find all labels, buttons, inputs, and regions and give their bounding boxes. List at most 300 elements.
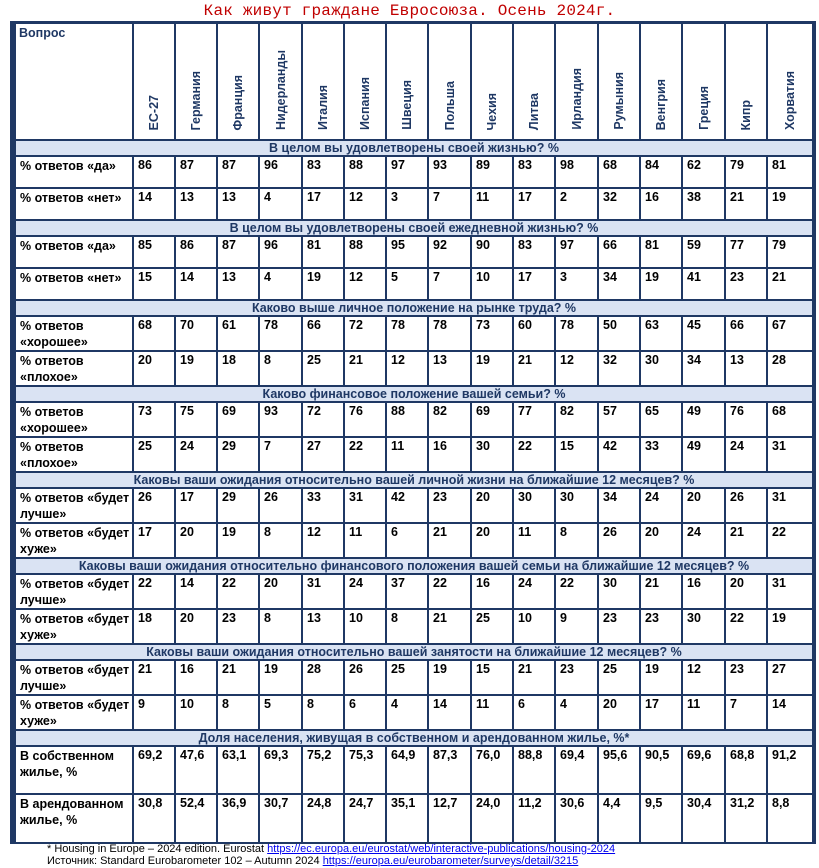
value-cell: 18 xyxy=(133,609,175,644)
value-cell: 24 xyxy=(640,488,682,523)
section-header-row xyxy=(15,558,813,574)
value-cell: 89 xyxy=(471,156,513,188)
footer-source-link[interactable]: https://europa.eu/eurobarometer/surveys/detail/3215 xyxy=(322,855,579,867)
value-cell: 28 xyxy=(302,660,344,695)
value-cell: 31 xyxy=(302,574,344,609)
value-cell: 16 xyxy=(682,574,725,609)
footer-housing-text: * Housing in Europe – 2024 edition. Eurostat xyxy=(47,843,265,855)
value-cell: 11 xyxy=(682,695,725,730)
value-cell: 83 xyxy=(302,156,344,188)
table-row xyxy=(15,794,813,843)
value-cell: 20 xyxy=(175,523,217,558)
value-cell: 34 xyxy=(598,488,640,523)
value-cell: 22 xyxy=(133,574,175,609)
value-cell: 20 xyxy=(175,609,217,644)
value-cell: 16 xyxy=(428,437,471,472)
country-header xyxy=(175,23,217,140)
value-cell: 68 xyxy=(133,316,175,351)
survey-table xyxy=(14,22,814,844)
country-header-label: Польша xyxy=(442,80,457,130)
country-header xyxy=(767,23,813,140)
value-cell: 70 xyxy=(175,316,217,351)
value-cell: 19 xyxy=(640,268,682,300)
footer-source-text: Источник: Standard Eurobarometer 102 – Autumn 2024 xyxy=(47,855,320,867)
value-cell: 24 xyxy=(682,523,725,558)
value-cell: 24 xyxy=(513,574,555,609)
value-cell: 47,6 xyxy=(175,746,217,794)
value-cell: 23 xyxy=(725,268,767,300)
value-cell: 76,0 xyxy=(471,746,513,794)
value-cell: 95,6 xyxy=(598,746,640,794)
value-cell: 87 xyxy=(217,236,259,268)
row-label: В собственном жилье, % xyxy=(15,746,133,794)
table-row xyxy=(15,746,813,794)
value-cell: 21 xyxy=(513,660,555,695)
country-header-label: Венгрия xyxy=(654,78,668,130)
table-row xyxy=(15,523,813,558)
value-cell: 4 xyxy=(259,188,302,220)
value-cell: 12 xyxy=(302,523,344,558)
value-cell: 87 xyxy=(175,156,217,188)
value-cell: 88,8 xyxy=(513,746,555,794)
value-cell: 87,3 xyxy=(428,746,471,794)
value-cell: 34 xyxy=(682,351,725,386)
value-cell: 7 xyxy=(428,188,471,220)
value-cell: 10 xyxy=(175,695,217,730)
country-header xyxy=(471,23,513,140)
value-cell: 93 xyxy=(428,156,471,188)
value-cell: 35,1 xyxy=(386,794,428,843)
table-row xyxy=(15,236,813,268)
value-cell: 66 xyxy=(302,316,344,351)
value-cell: 6 xyxy=(386,523,428,558)
country-header-label: Нидерланды xyxy=(273,50,288,130)
value-cell: 22 xyxy=(344,437,386,472)
value-cell: 26 xyxy=(725,488,767,523)
value-cell: 33 xyxy=(302,488,344,523)
country-header xyxy=(133,23,175,140)
value-cell: 8 xyxy=(217,695,259,730)
row-label: % ответов «плохое» xyxy=(15,437,133,472)
value-cell: 23 xyxy=(217,609,259,644)
value-cell: 20 xyxy=(640,523,682,558)
value-cell: 17 xyxy=(513,188,555,220)
value-cell: 69,3 xyxy=(259,746,302,794)
value-cell: 15 xyxy=(133,268,175,300)
value-cell: 88 xyxy=(386,402,428,437)
value-cell: 23 xyxy=(598,609,640,644)
value-cell: 4 xyxy=(555,695,598,730)
value-cell: 30,6 xyxy=(555,794,598,843)
row-label: % ответов «плохое» xyxy=(15,351,133,386)
value-cell: 31 xyxy=(767,437,813,472)
value-cell: 85 xyxy=(133,236,175,268)
value-cell: 8 xyxy=(259,523,302,558)
country-header xyxy=(682,23,725,140)
footer-line-source xyxy=(47,855,807,867)
table-row xyxy=(15,268,813,300)
value-cell: 20 xyxy=(259,574,302,609)
value-cell: 8 xyxy=(302,695,344,730)
value-cell: 69,2 xyxy=(133,746,175,794)
value-cell: 28 xyxy=(767,351,813,386)
section-title: Каковы ваши ожидания относительно вашей личной жизни на ближайшие 12 месяцев? % xyxy=(15,472,813,488)
value-cell: 30 xyxy=(682,609,725,644)
value-cell: 5 xyxy=(386,268,428,300)
country-header-label: Испания xyxy=(358,77,372,130)
value-cell: 81 xyxy=(640,236,682,268)
value-cell: 18 xyxy=(217,351,259,386)
footer xyxy=(47,843,807,867)
value-cell: 4 xyxy=(259,268,302,300)
value-cell: 19 xyxy=(259,660,302,695)
value-cell: 30 xyxy=(598,574,640,609)
table-row xyxy=(15,488,813,523)
value-cell: 63,1 xyxy=(217,746,259,794)
value-cell: 88 xyxy=(344,156,386,188)
value-cell: 12 xyxy=(555,351,598,386)
row-label: % ответов «хорошее» xyxy=(15,402,133,437)
value-cell: 23 xyxy=(640,609,682,644)
value-cell: 8 xyxy=(259,351,302,386)
section-header-row xyxy=(15,300,813,316)
value-cell: 25 xyxy=(386,660,428,695)
value-cell: 10 xyxy=(344,609,386,644)
section-title: Каково выше личное положение на рынке труда? % xyxy=(15,300,813,316)
value-cell: 69,6 xyxy=(682,746,725,794)
value-cell: 50 xyxy=(598,316,640,351)
country-header-label: Италия xyxy=(316,85,330,130)
value-cell: 5 xyxy=(259,695,302,730)
value-cell: 14 xyxy=(133,188,175,220)
country-header xyxy=(217,23,259,140)
value-cell: 10 xyxy=(513,609,555,644)
value-cell: 24 xyxy=(725,437,767,472)
value-cell: 19 xyxy=(302,268,344,300)
value-cell: 27 xyxy=(767,660,813,695)
value-cell: 83 xyxy=(513,236,555,268)
value-cell: 29 xyxy=(217,437,259,472)
value-cell: 19 xyxy=(175,351,217,386)
value-cell: 30 xyxy=(555,488,598,523)
value-cell: 62 xyxy=(682,156,725,188)
value-cell: 24 xyxy=(175,437,217,472)
table-row xyxy=(15,574,813,609)
value-cell: 83 xyxy=(513,156,555,188)
value-cell: 92 xyxy=(428,236,471,268)
value-cell: 38 xyxy=(682,188,725,220)
value-cell: 17 xyxy=(640,695,682,730)
section-header-row xyxy=(15,730,813,746)
value-cell: 75 xyxy=(175,402,217,437)
value-cell: 19 xyxy=(767,609,813,644)
value-cell: 7 xyxy=(259,437,302,472)
value-cell: 13 xyxy=(175,188,217,220)
value-cell: 76 xyxy=(725,402,767,437)
value-cell: 10 xyxy=(471,268,513,300)
value-cell: 20 xyxy=(725,574,767,609)
row-label: В арендованном жилье, % xyxy=(15,794,133,843)
value-cell: 6 xyxy=(513,695,555,730)
value-cell: 3 xyxy=(386,188,428,220)
value-cell: 12 xyxy=(344,188,386,220)
value-cell: 8 xyxy=(386,609,428,644)
value-cell: 49 xyxy=(682,402,725,437)
value-cell: 31 xyxy=(767,574,813,609)
value-cell: 24 xyxy=(344,574,386,609)
country-header-label: Кипр xyxy=(739,99,753,130)
value-cell: 31,2 xyxy=(725,794,767,843)
value-cell: 78 xyxy=(555,316,598,351)
value-cell: 96 xyxy=(259,236,302,268)
section-header-row xyxy=(15,220,813,236)
value-cell: 24,7 xyxy=(344,794,386,843)
section-header-row xyxy=(15,140,813,156)
value-cell: 16 xyxy=(640,188,682,220)
value-cell: 78 xyxy=(386,316,428,351)
table-row xyxy=(15,609,813,644)
value-cell: 97 xyxy=(555,236,598,268)
value-cell: 17 xyxy=(513,268,555,300)
value-cell: 93 xyxy=(259,402,302,437)
value-cell: 13 xyxy=(725,351,767,386)
value-cell: 69,4 xyxy=(555,746,598,794)
table-row xyxy=(15,695,813,730)
value-cell: 34 xyxy=(598,268,640,300)
value-cell: 57 xyxy=(598,402,640,437)
country-header-label: Чехия xyxy=(485,92,499,130)
value-cell: 7 xyxy=(428,268,471,300)
value-cell: 68 xyxy=(598,156,640,188)
value-cell: 88 xyxy=(344,236,386,268)
value-cell: 11 xyxy=(386,437,428,472)
value-cell: 30 xyxy=(640,351,682,386)
value-cell: 19 xyxy=(767,188,813,220)
value-cell: 69 xyxy=(217,402,259,437)
value-cell: 31 xyxy=(767,488,813,523)
section-title: Каковы ваши ожидания относительно вашей занятости на ближайшие 12 месяцев? % xyxy=(15,644,813,660)
country-header xyxy=(344,23,386,140)
country-header xyxy=(640,23,682,140)
section-header-row xyxy=(15,644,813,660)
value-cell: 13 xyxy=(217,188,259,220)
value-cell: 25 xyxy=(598,660,640,695)
row-label: % ответов «да» xyxy=(15,156,133,188)
value-cell: 30,4 xyxy=(682,794,725,843)
value-cell: 11 xyxy=(471,695,513,730)
value-cell: 13 xyxy=(428,351,471,386)
row-label: % ответов «будет лучше» xyxy=(15,574,133,609)
value-cell: 11 xyxy=(513,523,555,558)
value-cell: 23 xyxy=(428,488,471,523)
value-cell: 4,4 xyxy=(598,794,640,843)
value-cell: 45 xyxy=(682,316,725,351)
value-cell: 29 xyxy=(217,488,259,523)
value-cell: 25 xyxy=(471,609,513,644)
row-label: % ответов «будет лучше» xyxy=(15,488,133,523)
value-cell: 75,3 xyxy=(344,746,386,794)
value-cell: 19 xyxy=(640,660,682,695)
country-header-label: Греция xyxy=(696,86,711,130)
row-label: % ответов «нет» xyxy=(15,268,133,300)
value-cell: 8 xyxy=(555,523,598,558)
value-cell: 22 xyxy=(725,609,767,644)
value-cell: 22 xyxy=(513,437,555,472)
value-cell: 9 xyxy=(133,695,175,730)
value-cell: 73 xyxy=(133,402,175,437)
value-cell: 30 xyxy=(513,488,555,523)
value-cell: 20 xyxy=(682,488,725,523)
value-cell: 42 xyxy=(386,488,428,523)
value-cell: 20 xyxy=(471,523,513,558)
footer-housing-link[interactable]: https://ec.europa.eu/eurostat/web/interactive-publications/housing-2024 xyxy=(267,843,616,855)
value-cell: 66 xyxy=(725,316,767,351)
value-cell: 22 xyxy=(217,574,259,609)
value-cell: 81 xyxy=(302,236,344,268)
value-cell: 21 xyxy=(217,660,259,695)
value-cell: 21 xyxy=(725,188,767,220)
value-cell: 11 xyxy=(344,523,386,558)
value-cell: 23 xyxy=(725,660,767,695)
value-cell: 77 xyxy=(725,236,767,268)
country-header xyxy=(598,23,640,140)
value-cell: 36,9 xyxy=(217,794,259,843)
row-label: % ответов «будет хуже» xyxy=(15,695,133,730)
value-cell: 20 xyxy=(471,488,513,523)
value-cell: 73 xyxy=(471,316,513,351)
country-header-label: Румыния xyxy=(612,72,626,130)
value-cell: 33 xyxy=(640,437,682,472)
value-cell: 13 xyxy=(217,268,259,300)
value-cell: 78 xyxy=(259,316,302,351)
value-cell: 26 xyxy=(133,488,175,523)
value-cell: 26 xyxy=(344,660,386,695)
value-cell: 4 xyxy=(386,695,428,730)
value-cell: 86 xyxy=(133,156,175,188)
row-label: % ответов «будет лучше» xyxy=(15,660,133,695)
value-cell: 22 xyxy=(555,574,598,609)
value-cell: 26 xyxy=(259,488,302,523)
value-cell: 76 xyxy=(344,402,386,437)
value-cell: 12 xyxy=(344,268,386,300)
value-cell: 32 xyxy=(598,351,640,386)
value-cell: 37 xyxy=(386,574,428,609)
value-cell: 82 xyxy=(428,402,471,437)
value-cell: 86 xyxy=(175,236,217,268)
section-title: В целом вы удовлетворены своей жизнью? % xyxy=(15,140,813,156)
table-row xyxy=(15,660,813,695)
value-cell: 26 xyxy=(598,523,640,558)
value-cell: 13 xyxy=(302,609,344,644)
table-row xyxy=(15,316,813,351)
survey-table-container xyxy=(10,21,816,844)
value-cell: 15 xyxy=(471,660,513,695)
value-cell: 24,0 xyxy=(471,794,513,843)
footer-line-housing xyxy=(47,843,807,855)
value-cell: 21 xyxy=(428,523,471,558)
value-cell: 25 xyxy=(133,437,175,472)
country-header xyxy=(513,23,555,140)
value-cell: 14 xyxy=(175,268,217,300)
value-cell: 79 xyxy=(767,236,813,268)
country-header xyxy=(302,23,344,140)
value-cell: 21 xyxy=(344,351,386,386)
value-cell: 96 xyxy=(259,156,302,188)
value-cell: 59 xyxy=(682,236,725,268)
row-label: % ответов «будет хуже» xyxy=(15,609,133,644)
section-title: Доля населения, живущая в собственном и арендованном жилье, %* xyxy=(15,730,813,746)
section-title: Каковы ваши ожидания относительно финансового положения вашей семьи на ближайшие 12 месяцев? % xyxy=(15,558,813,574)
value-cell: 72 xyxy=(344,316,386,351)
value-cell: 90,5 xyxy=(640,746,682,794)
value-cell: 12 xyxy=(386,351,428,386)
table-row xyxy=(15,402,813,437)
country-header-label: Швеция xyxy=(400,80,414,130)
value-cell: 17 xyxy=(133,523,175,558)
row-label: % ответов «хорошее» xyxy=(15,316,133,351)
value-cell: 87 xyxy=(217,156,259,188)
value-cell: 8,8 xyxy=(767,794,813,843)
section-title: Каково финансовое положение вашей семьи? % xyxy=(15,386,813,402)
country-header-label: Хорватия xyxy=(783,70,797,130)
country-header-label: ЕС-27 xyxy=(147,94,161,130)
value-cell: 14 xyxy=(767,695,813,730)
value-cell: 78 xyxy=(428,316,471,351)
value-cell: 98 xyxy=(555,156,598,188)
value-cell: 67 xyxy=(767,316,813,351)
value-cell: 52,4 xyxy=(175,794,217,843)
value-cell: 90 xyxy=(471,236,513,268)
value-cell: 21 xyxy=(428,609,471,644)
value-cell: 11,2 xyxy=(513,794,555,843)
row-label: % ответов «да» xyxy=(15,236,133,268)
value-cell: 3 xyxy=(555,268,598,300)
value-cell: 16 xyxy=(471,574,513,609)
value-cell: 30,7 xyxy=(259,794,302,843)
value-cell: 21 xyxy=(767,268,813,300)
value-cell: 15 xyxy=(555,437,598,472)
value-cell: 16 xyxy=(175,660,217,695)
country-header xyxy=(725,23,767,140)
value-cell: 12 xyxy=(682,660,725,695)
value-cell: 20 xyxy=(133,351,175,386)
country-header-label: Ирландия xyxy=(569,68,584,130)
value-cell: 63 xyxy=(640,316,682,351)
value-cell: 95 xyxy=(386,236,428,268)
value-cell: 30 xyxy=(471,437,513,472)
value-cell: 19 xyxy=(471,351,513,386)
table-row xyxy=(15,437,813,472)
question-header: Вопрос xyxy=(15,23,133,140)
value-cell: 31 xyxy=(344,488,386,523)
value-cell: 11 xyxy=(471,188,513,220)
value-cell: 27 xyxy=(302,437,344,472)
value-cell: 22 xyxy=(767,523,813,558)
value-cell: 68 xyxy=(767,402,813,437)
value-cell: 21 xyxy=(513,351,555,386)
value-cell: 9 xyxy=(555,609,598,644)
country-header xyxy=(259,23,302,140)
value-cell: 14 xyxy=(175,574,217,609)
country-header xyxy=(386,23,428,140)
value-cell: 65 xyxy=(640,402,682,437)
country-header xyxy=(428,23,471,140)
value-cell: 24,8 xyxy=(302,794,344,843)
country-header-label: Литва xyxy=(527,92,541,130)
value-cell: 64,9 xyxy=(386,746,428,794)
value-cell: 69 xyxy=(471,402,513,437)
value-cell: 42 xyxy=(598,437,640,472)
